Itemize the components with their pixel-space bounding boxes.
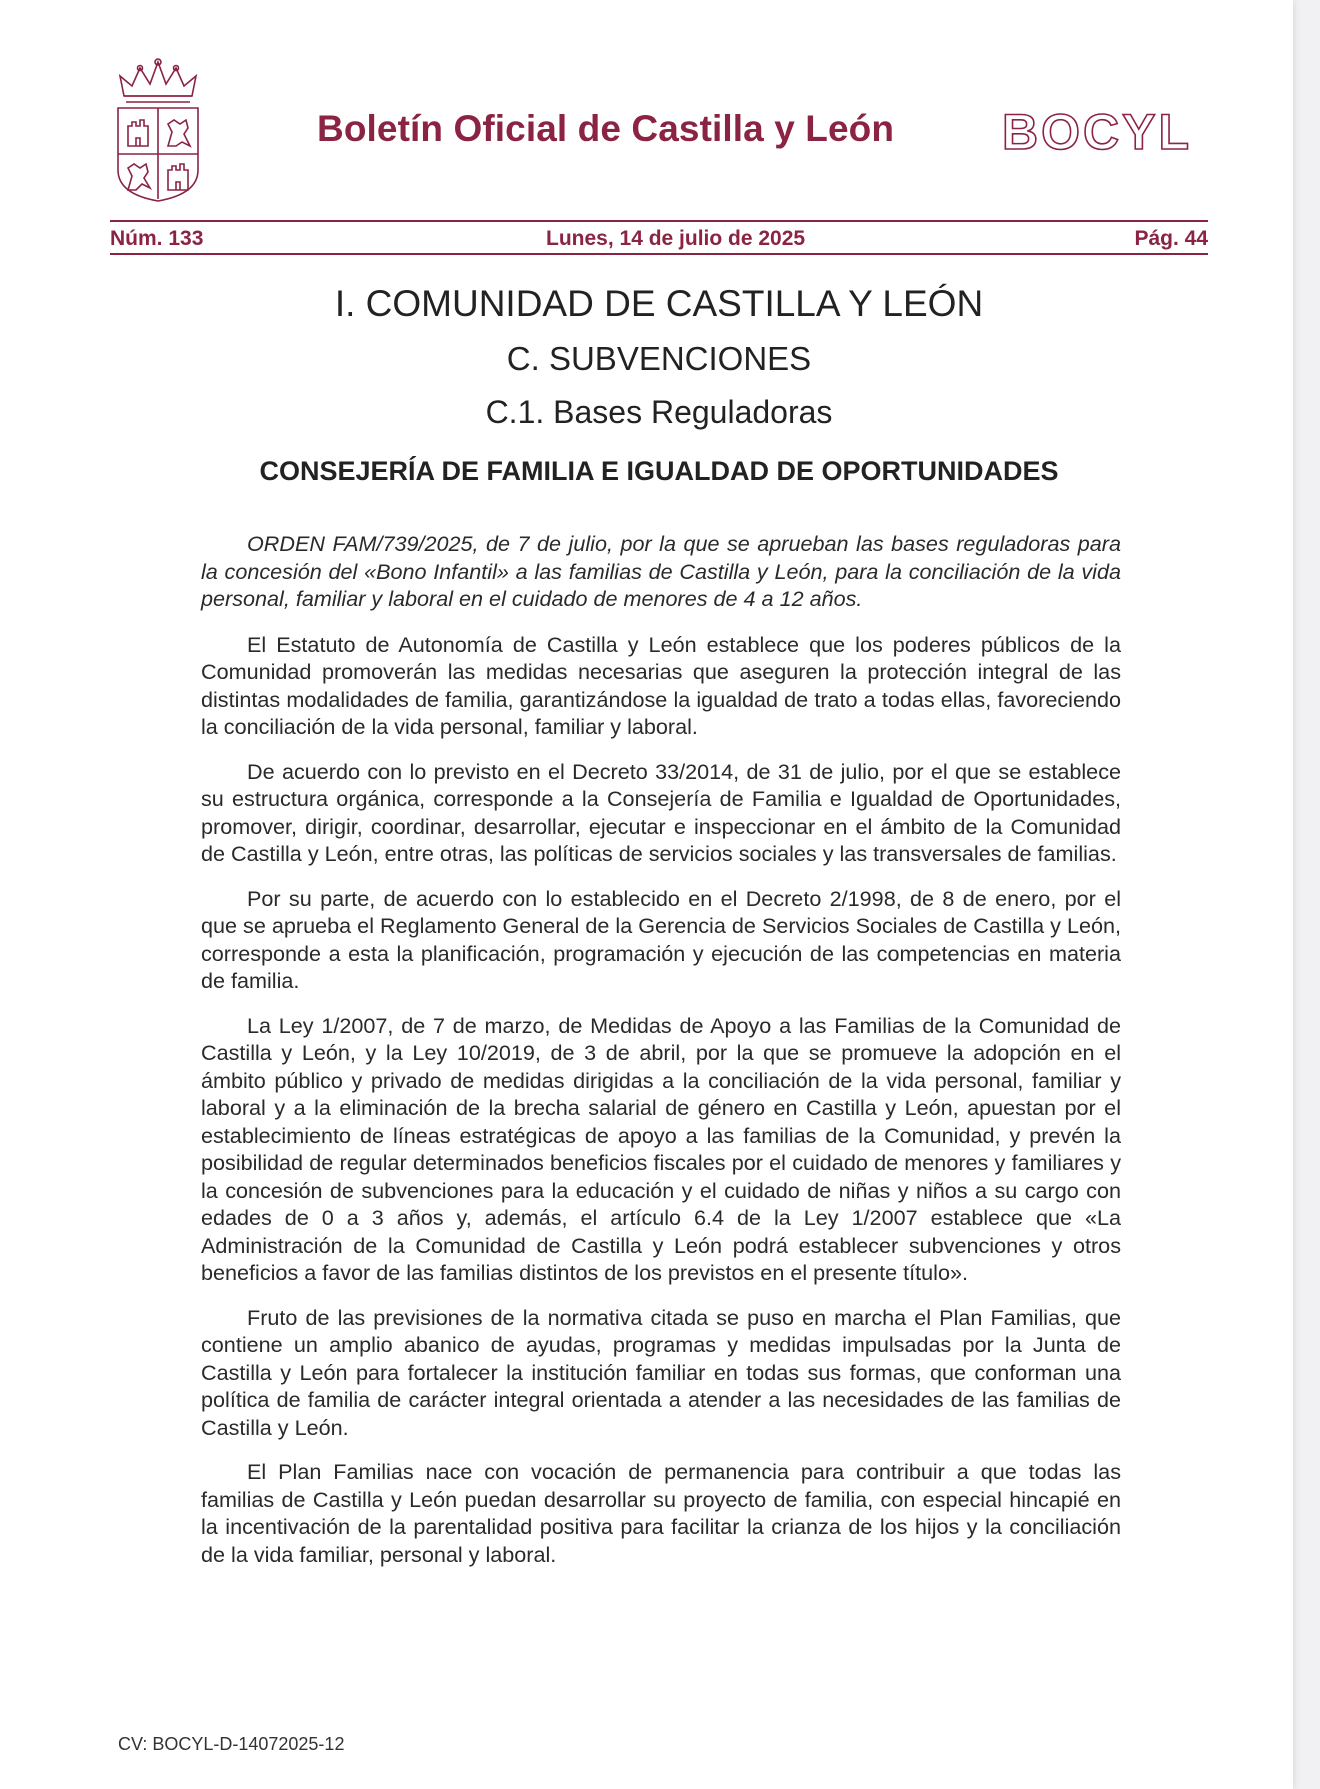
department-heading: CONSEJERÍA DE FAMILIA E IGUALDAD DE OPORTUNIDADES [259,456,1059,486]
page-number: Pág. 44 [1134,227,1208,250]
body-paragraph: La Ley 1/2007, de 7 de marzo, de Medidas de Apoyo a las Familias de la Comunidad de Castilla y León, y la Ley 10/2019, de 3 de abril, por la que se promueve la adopción en el ámbito público y privado de medidas dirigidas a la conciliación de la vida personal, familiar y laboral y a la eliminación de la brecha salarial de género en Castilla y León, apuestan por el establecimiento de líneas estratégicas de apoyo a las familias de la Comunidad, y prevén la posibilidad de regular determinados beneficios fiscales por el cuidado de menores y familiares y la concesión de subvenciones para la educación y el cuidado de niñas y niños a su cargo con edades de 0 a 3 años y, además, el artículo 6.4 de la Ley 1/2007 establece que «La Administración de la Comunidad de Castilla y León podrá establecer subvenciones y otros beneficios a favor de las familias distintos de los previstos en el presente título». [201,1012,1121,1285]
body-paragraph: El Estatuto de Autonomía de Castilla y León establece que los poderes públicos de la Comunidad promoverán las medidas necesarias que aseguren la protección integral de las distintas modalidades de familia, garantizándose la igualdad de trato a todas ellas, favoreciendo la conciliación de la vida personal, familiar y laboral. [201,631,1121,739]
body-paragraph: Por su parte, de acuerdo con lo establecido en el Decreto 2/1998, de 8 de enero, por el que se aprueba el Reglamento General de la Gerencia de Servicios Sociales de Castilla y León, corresponde a esta la planificación, programación y ejecución de las competencias en materia de familia. [201,885,1121,993]
body-paragraph: Fruto de las previsiones de la normativa citada se puso en marcha el Plan Familias, que contiene un amplio abanico de ayudas, programas y medidas impulsadas por la Junta de Castilla y León para fortalecer la institución familiar en todas sus formas, que conforman una política de familia de carácter integral orientada a atender a las necesidades de las familias de Castilla y León. [201,1304,1121,1440]
body-paragraph: El Plan Familias nace con vocación de permanencia para contribuir a que todas las familias de Castilla y León puedan desarrollar su proyecto de familia, con especial hincapié en la incentivación de la parentalidad positiva para facilitar la crianza de los hijos y la conciliación de la vida familiar, personal y laboral. [201,1459,1121,1567]
bulletin-title: Boletín Oficial de Castilla y León [317,108,895,149]
header-rule-top [110,220,1208,222]
bocyl-logo [1000,105,1212,157]
section-level1: I. COMUNIDAD DE CASTILLA Y LEÓN [334,283,984,324]
order-summary: ORDEN FAM/739/2025, de 7 de julio, por la que se aprueban las bases reguladoras para la concesión del «Bono Infantil» a las familias de Castilla y León, para la conciliación de la vida personal, familiar y laboral en el cuidado de menores de 4 a 12 años. [201,531,1121,611]
body-paragraph: De acuerdo con lo previsto en el Decreto 33/2014, de 31 de julio, por el que se establece su estructura orgánica, corresponde a la Consejería de Familia e Igualdad de Oportunidades, promover, dirigir, coordinar, desarrollar, ejecutar e inspeccionar en el ámbito de la Comunidad de Castilla y León, entre otras, las políticas de servicios sociales y las transversales de familias. [201,758,1121,866]
section-level2: C. SUBVENCIONES [506,340,812,377]
issue-number: Núm. 133 [110,227,204,250]
header-rule-bottom [110,253,1208,255]
issue-date: Lunes, 14 de julio de 2025 [546,227,806,250]
section-level3: C.1. Bases Reguladoras [485,394,833,430]
verification-code: CV: BOCYL-D-14072025-12 [118,1734,345,1754]
document-body [201,530,1121,1585]
bocyl-logo-text: BOCYL [1002,105,1192,157]
coat-of-arms-icon [110,58,206,203]
